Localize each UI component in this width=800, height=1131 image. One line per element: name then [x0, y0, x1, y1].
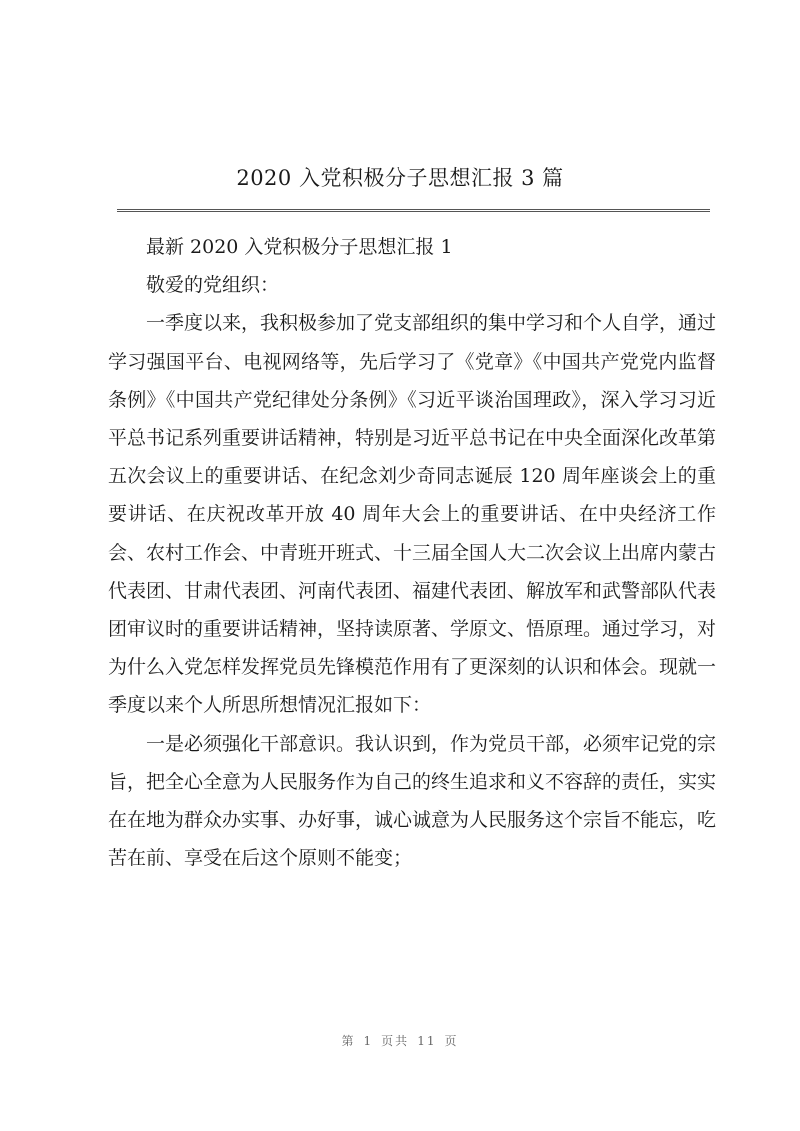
footer-total-pages: 11 — [417, 1034, 437, 1048]
footer-middle: 页共 — [381, 1034, 410, 1048]
footer-suffix: 页 — [444, 1034, 459, 1048]
footer-prefix: 第 — [341, 1034, 356, 1048]
section-heading: 最新 2020 入党积极分子思想汇报 1 — [146, 236, 453, 258]
body-paragraph: 一是必须强化干部意识。我认识到，作为党员干部，必须牢记党的宗旨，把全心全意为人民服务作为自己的终生追求和义不容辞的责任，实实在在地为群众办实事、办好事，诚心诚意为人民服务这个宗旨不能忘，吃苦在前、享受在后这个原则不能变； — [108, 732, 717, 870]
title-divider — [117, 209, 710, 212]
footer-page-number: 1 — [363, 1034, 374, 1048]
body-paragraph: 一季度以来，我积极参加了党支部组织的集中学习和个人自学，通过学习强国平台、电视网络等，先后学习了《党章》《中国共产党党内监督条例》《中国共产党纪律处分条例》《习近平谈治国理政》，深入学习习近平总书记系列重要讲话精神，特别是习近平总书记在中央全面深化改革第五次会议上的重要讲话、在纪念刘少奇同志诞辰 120 周年座谈会上的重要讲话、在庆祝改革开放 40 周年大会上的重要讲话、在中央经济工作会、农村工作会、中青班开班式、十三届全国人大二次会议上出席内蒙古代表团、甘肃代表团、河南代表团、福建代表团、解放军和武警部队代表团审议时的重要讲话精神，坚持读原著、学原文、悟原理。通过学习，对为什么入党怎样发挥党员先锋模范作用有了更深刻的认识和体会。现就一季度以来个人所思所想情况汇报如下： — [108, 312, 717, 717]
document-body — [108, 228, 716, 877]
salutation: 敬爱的党组织： — [146, 274, 280, 297]
document-title: 2020 入党积极分子思想汇报 3 篇 — [236, 166, 564, 190]
page-footer — [0, 1032, 800, 1049]
